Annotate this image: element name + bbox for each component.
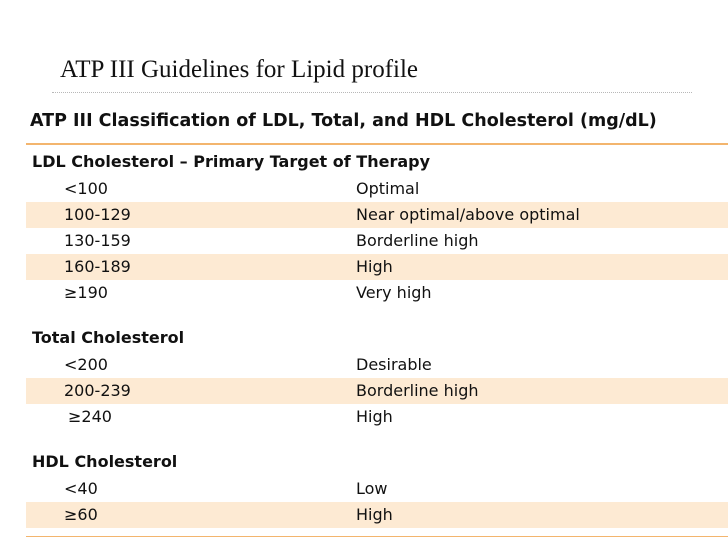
classification-table (26, 148, 728, 528)
table-row (26, 378, 728, 404)
section-gap (26, 430, 728, 448)
table-row (26, 280, 728, 306)
table-row (26, 404, 728, 430)
table-row (26, 254, 728, 280)
section-title: Total Cholesterol (32, 328, 185, 347)
classification-cell: High (356, 407, 393, 426)
table-row (26, 176, 728, 202)
table-row (26, 202, 728, 228)
title-divider (52, 92, 692, 93)
range-cell: ≥240 (68, 407, 112, 426)
range-cell: ≥190 (64, 283, 108, 302)
classification-cell: Optimal (356, 179, 420, 198)
classification-cell: Near optimal/above optimal (356, 205, 580, 224)
bottom-divider (26, 536, 728, 537)
section-hdl (26, 448, 728, 528)
classification-cell: High (356, 257, 393, 276)
table-row (26, 352, 728, 378)
section-title: HDL Cholesterol (32, 452, 178, 471)
range-cell: 200-239 (64, 381, 131, 400)
section-gap (26, 306, 728, 324)
classification-cell: Very high (356, 283, 432, 302)
slide-title: ATP III Guidelines for Lipid profile (60, 56, 419, 83)
classification-cell: Low (356, 479, 388, 498)
table-row (26, 228, 728, 254)
classification-cell: High (356, 505, 393, 524)
table-heading: ATP III Classification of LDL, Total, and HDL Cholesterol (mg/dL) (30, 111, 657, 131)
range-cell: <40 (64, 479, 98, 498)
range-cell: ≥60 (64, 505, 98, 524)
table-row (26, 476, 728, 502)
section-title: LDL Cholesterol – Primary Target of Therapy (32, 152, 431, 171)
classification-cell: Borderline high (356, 231, 479, 250)
classification-cell: Desirable (356, 355, 432, 374)
section-ldl (26, 148, 728, 306)
range-cell: 160-189 (64, 257, 131, 276)
section-total (26, 324, 728, 430)
heading-divider (26, 143, 728, 145)
range-cell: <100 (64, 179, 108, 198)
range-cell: 100-129 (64, 205, 131, 224)
table-row (26, 502, 728, 528)
range-cell: 130-159 (64, 231, 131, 250)
classification-cell: Borderline high (356, 381, 479, 400)
range-cell: <200 (64, 355, 108, 374)
